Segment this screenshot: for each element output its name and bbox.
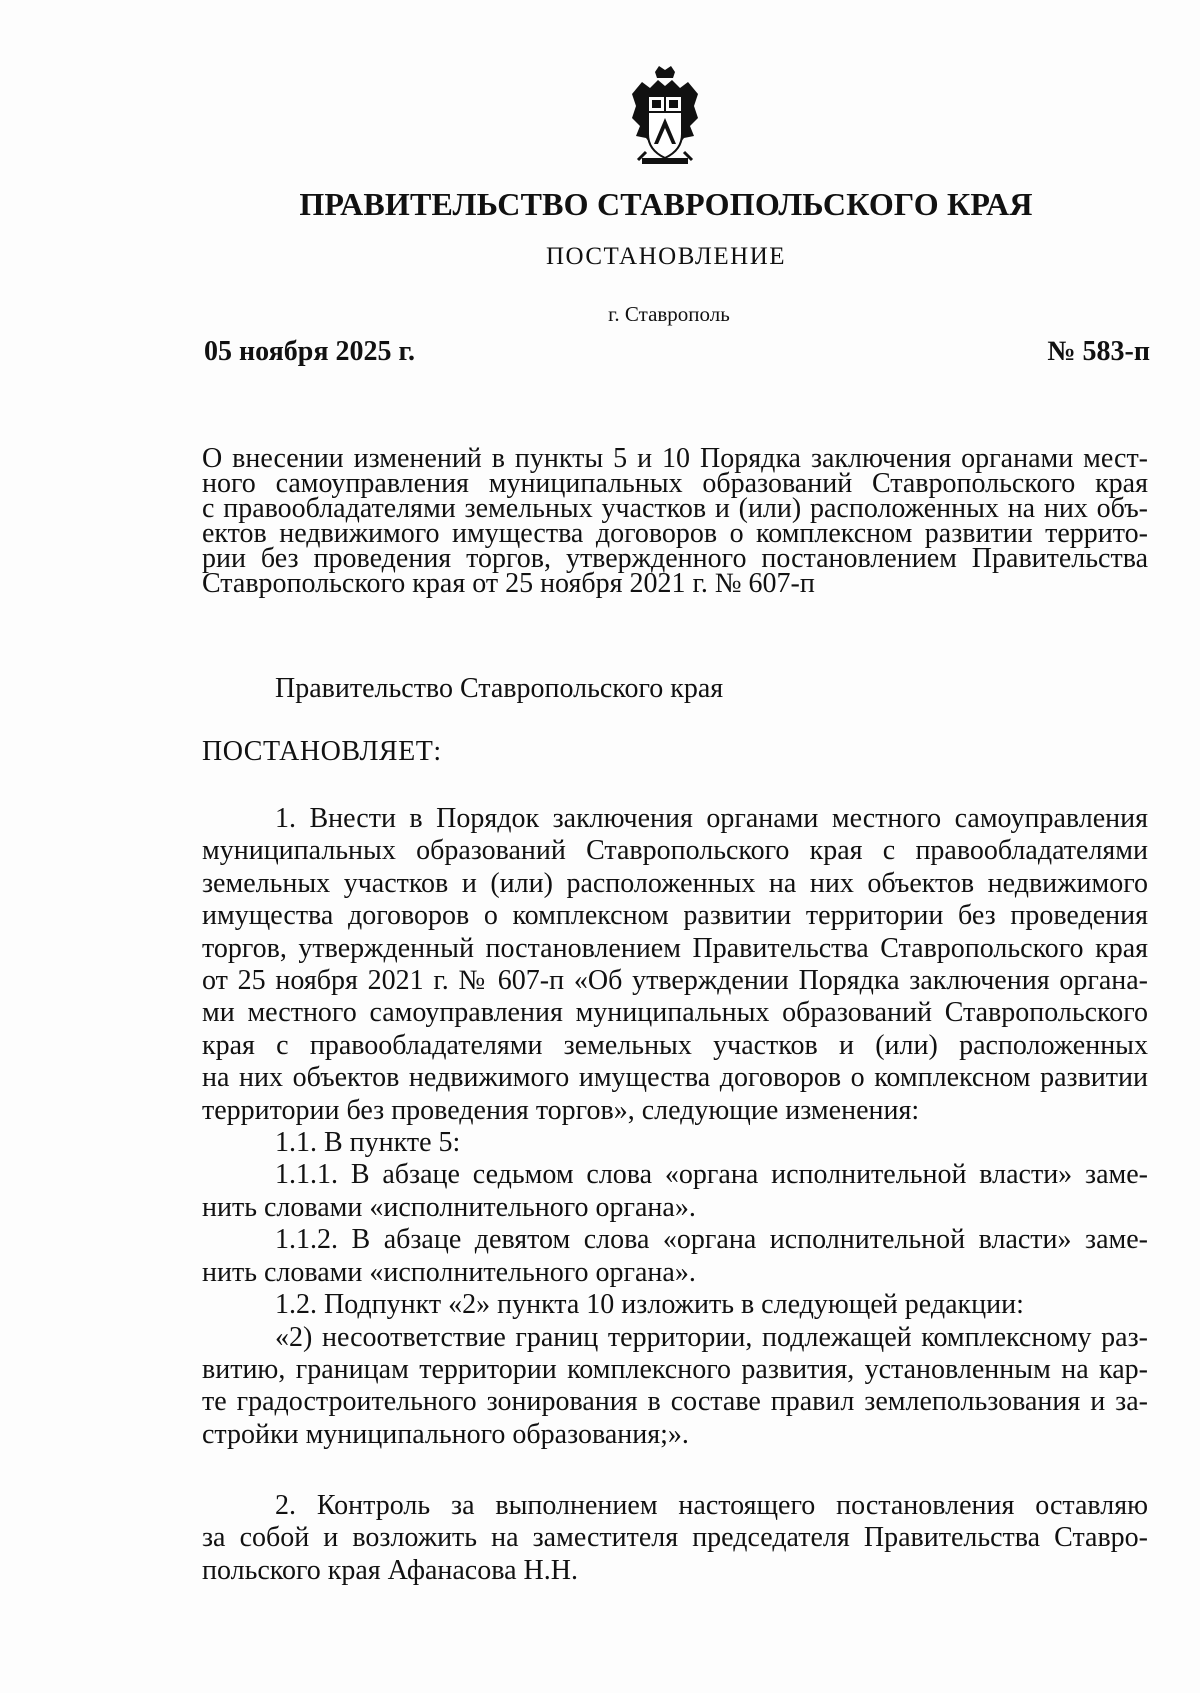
paragraph-line: на них объектов недвижимого имущества договоров о комплексном развитии: [202, 1062, 1148, 1094]
paragraph-line: «2) несоответствие границ территории, подлежащей комплексному раз-: [275, 1321, 1148, 1353]
paragraph-line: польского края Афанасова Н.Н.: [202, 1554, 578, 1586]
paragraph-line: 1.2. Подпункт «2» пункта 10 изложить в следующей редакции:: [275, 1289, 1024, 1321]
paragraph-line: стройки муниципального образования;».: [202, 1418, 689, 1450]
paragraph-line: 1.1. В пункте 5:: [275, 1127, 461, 1159]
paragraph-line: 1.1.1. В абзаце седьмом слова «органа исполнительной власти» заме-: [275, 1159, 1148, 1191]
coat-of-arms-icon: [628, 66, 702, 166]
paragraph-line: за собой и возложить на заместителя председателя Правительства Ставро-: [202, 1522, 1148, 1554]
document-date: 05 ноября 2025 г.: [204, 336, 416, 367]
decree-word: ПОСТАНОВЛЯЕТ:: [202, 736, 442, 767]
paragraph-line: те градостроительного зонирования в составе правил землепользования и за-: [202, 1386, 1148, 1418]
subject-line: О внесении изменений в пункты 5 и 10 Порядка заключения органами мест-: [202, 443, 1148, 474]
paragraph-2: [202, 1490, 1148, 1587]
subject-line: рии без проведения торгов, утвержденного постановлением Правительства: [202, 543, 1148, 574]
preamble: Правительство Ставропольского края: [275, 673, 724, 704]
paragraph-line: муниципальных образований Ставропольского края с правообладателями: [202, 835, 1148, 867]
paragraph-1: [202, 803, 1148, 1451]
paragraph-line: территории без проведения торгов», следующие изменения:: [202, 1094, 920, 1126]
subject-line: с правообладателями земельных участков и (или) расположенных на них объ-: [202, 493, 1148, 524]
subject-line: ного самоуправления муниципальных образований Ставропольского края: [202, 468, 1148, 499]
paragraph-line: торгов, утвержденный постановлением Правительства Ставропольского края: [202, 932, 1148, 964]
document-number: № 583-п: [1047, 336, 1150, 367]
paragraph-line: от 25 ноября 2021 г. № 607-п «Об утверждении Порядка заключения органа-: [202, 965, 1148, 997]
paragraph-line: ми местного самоуправления муниципальных образований Ставропольского: [202, 997, 1148, 1029]
paragraph-line: 1.1.2. В абзаце девятом слова «органа исполнительной власти» заме-: [275, 1224, 1148, 1256]
subject-line: Ставропольского края от 25 ноября 2021 г. № 607-п: [202, 568, 815, 599]
subject-line: ектов недвижимого имущества договоров о комплексном развитии террито-: [202, 518, 1148, 549]
paragraph-line: нить словами «исполнительного органа».: [202, 1191, 696, 1223]
city: г. Ставрополь: [608, 302, 730, 326]
paragraph-line: 2. Контроль за выполнением настоящего постановления оставляю: [275, 1490, 1148, 1521]
paragraph-line: витию, границам территории комплексного развития, установленным на кар-: [202, 1353, 1148, 1385]
paragraph-line: имущества договоров о комплексном развитии территории без проведения: [202, 900, 1148, 932]
paragraph-line: 1. Внести в Порядок заключения органами местного самоуправления: [275, 803, 1148, 834]
government-title: ПРАВИТЕЛЬСТВО СТАВРОПОЛЬСКОГО КРАЯ: [299, 186, 1033, 222]
paragraph-line: земельных участков и (или) расположенных на них объектов недвижимого: [202, 867, 1148, 899]
paragraph-line: нить словами «исполнительного органа».: [202, 1256, 696, 1288]
document-type: ПОСТАНОВЛЕНИЕ: [545, 243, 787, 270]
document-subject: [202, 443, 1148, 599]
paragraph-line: края с правообладателями земельных участков и (или) расположенных: [202, 1029, 1148, 1061]
